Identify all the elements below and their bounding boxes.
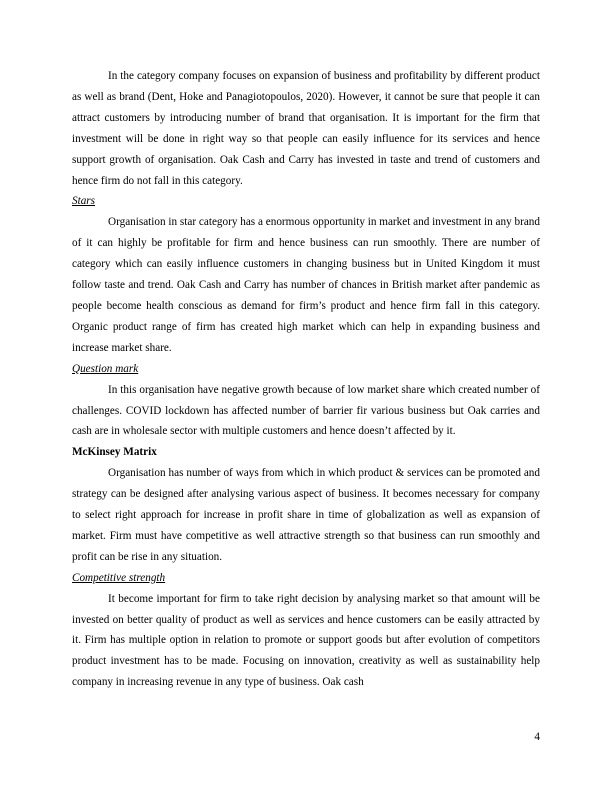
- heading-stars: Stars: [72, 195, 96, 208]
- heading-question-mark: Question mark: [72, 362, 139, 375]
- document-page: [72, 66, 540, 693]
- heading-mckinsey-matrix: McKinsey Matrix: [72, 446, 157, 459]
- heading-competitive-strength: Competitive strength: [72, 571, 166, 584]
- paragraph-question-mark: In this organisation have negative growth because of low market share which created number of challenges. COVID lockdown has affected number of barrier fir various business but Oak carries and cash are in wholesale sector with multiple customers and hence doesn’t affected by it.: [72, 383, 540, 438]
- paragraph-competitive-strength: It become important for firm to take right decision by analysing market so that amount will be invested on better quality of product as well as services and hence customers can be easily attracted by it. Firm has multiple option in relation to promote or support goods but after evolution of competitors product investment has to be made. Focusing on innovation, creativity as well as sustainability help company in increasing revenue in any type of business. Oak cash: [72, 592, 540, 689]
- paragraph-mckinsey-matrix: Organisation has number of ways from which in which product & services can be promoted and strategy can be designed after analysing various aspect of business. It becomes necessary for company to select right approach for increase in profit share in time of globalization as well as expansion of market. Firm must have competitive as well attractive strength so that business can run smoothly and profit can be rise in any situation.: [72, 467, 540, 563]
- paragraph-category-intro: In the category company focuses on expansion of business and profitability by different product as well as brand (Dent, Hoke and Panagiotopoulos, 2020). However, it cannot be sure that people it can attract customers by introducing number of brand that organisation. It is important for the firm that investment will be done in right way so that people can easily influence for its services and hence support growth of organisation. Oak Cash and Carry has invested in taste and trend of customers and hence firm do not fall in this category.: [72, 70, 540, 187]
- page-number: 4: [534, 731, 540, 743]
- paragraph-stars: Organisation in star category has a enormous opportunity in market and investment in any brand of it can highly be profitable for firm and hence business can run smoothly. There are number of category which can easily influence customers in changing business but in United Kingdom it must follow taste and trend. Oak Cash and Carry has number of chances in British market after pandemic as people become health conscious as demand for firm’s product and hence firm fall in this category. Organic product range of firm has created high market which can help in expanding business and increase market share.: [72, 216, 540, 354]
